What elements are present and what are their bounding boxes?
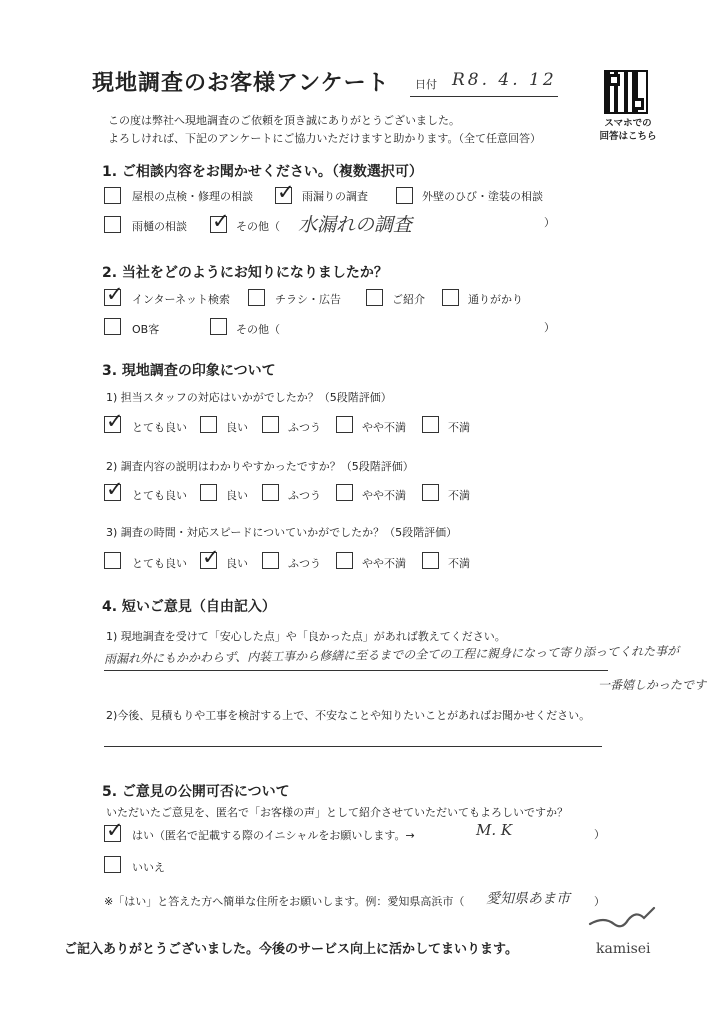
q3-item1-slightly-dissatisfied-checkbox[interactable] xyxy=(336,416,353,433)
date-label: 日付 xyxy=(415,78,437,91)
qr-caption-line2: 回答はこちら xyxy=(599,131,657,142)
q5-address-input[interactable]: 愛知県あま市 xyxy=(486,891,570,907)
kamisei-logo-mark-icon xyxy=(588,906,660,938)
q1-option-roof-label: 屋根の点検・修理の相談 xyxy=(132,190,253,203)
q4-question1: 1) 現地調査を受けて「安心した点」や「良かった点」があれば教えてください。 xyxy=(106,630,506,643)
q5-no-checkbox[interactable] xyxy=(104,856,121,873)
q2-heading: 2. 当社をどのようにお知りになりましたか？ xyxy=(102,265,388,281)
q5-yes-checkbox[interactable] xyxy=(104,825,121,842)
q3-item3-good-label: 良い xyxy=(226,557,248,570)
q2-option-flyer-checkbox[interactable] xyxy=(248,289,265,306)
q3-item3-slightly-dissatisfied-label: やや不満 xyxy=(362,557,406,570)
q1-option-wall-checkbox[interactable] xyxy=(396,187,413,204)
intro-line2: よろしければ、下記のアンケートにご協力いただけますと助かります。（全て任意回答） xyxy=(108,132,541,145)
q3-item3-slightly-dissatisfied-checkbox[interactable] xyxy=(336,552,353,569)
date-field[interactable]: R8. 4. 12 xyxy=(452,70,557,90)
q3-item1-very-good-checkbox[interactable] xyxy=(104,416,121,433)
q2-option-ob-label: OB客 xyxy=(132,323,160,336)
q1-option-gutter-checkbox[interactable] xyxy=(104,216,121,233)
q3-item2-very-good-checkbox[interactable] xyxy=(104,484,121,501)
q3-item2-normal-label: ふつう xyxy=(288,489,321,502)
q3-item1-very-good-label: とても良い xyxy=(132,421,187,434)
q3-item2-dissatisfied-label: 不満 xyxy=(448,489,470,502)
q3-item2-slightly-dissatisfied-checkbox[interactable] xyxy=(336,484,353,501)
q3-item3-very-good-label: とても良い xyxy=(132,557,187,570)
q4-heading: 4. 短いご意見（自由記入） xyxy=(102,599,276,615)
q3-item1-normal-checkbox[interactable] xyxy=(262,416,279,433)
q1-option-leak-checkbox[interactable] xyxy=(275,187,292,204)
q3-item1-slightly-dissatisfied-label: やや不満 xyxy=(362,421,406,434)
qr-caption-line1: スマホでの xyxy=(604,118,652,129)
q5-no-label: いいえ xyxy=(132,861,165,874)
q5-address-close-paren: ） xyxy=(594,895,605,908)
q3-item1-dissatisfied-checkbox[interactable] xyxy=(422,416,439,433)
date-underline xyxy=(410,96,558,97)
q2-option-internet-checkbox[interactable] xyxy=(104,289,121,306)
q3-item1-question: 1) 担当スタッフの対応はいかがでしたか？（5段階評価） xyxy=(106,391,392,404)
q4-answer2-rule[interactable] xyxy=(104,746,602,747)
q3-item3-dissatisfied-checkbox[interactable] xyxy=(422,552,439,569)
q1-close-paren: ） xyxy=(544,216,555,229)
q5-question: いただいたご意見を、匿名で「お客様の声」として紹介させていただいてもよろしいですか？ xyxy=(106,806,568,819)
q3-item3-very-good-checkbox[interactable] xyxy=(104,552,121,569)
q5-initials-input[interactable]: M. K xyxy=(476,821,513,839)
q3-item2-very-good-label: とても良い xyxy=(132,489,187,502)
q4-answer1-line1[interactable]: 雨漏れ外にもかかわらず、内装工事から修繕に至るまでの全ての工程に親身になって寄り添ってくれた事が xyxy=(104,643,680,666)
q3-item1-good-label: 良い xyxy=(226,421,248,434)
q4-question2: 2)今後、見積もりや工事を検討する上で、不安なことや知りたいことがあればお聞かせください。 xyxy=(106,709,591,722)
q1-option-wall-label: 外壁のひび・塗装の相談 xyxy=(422,190,543,203)
qr-code-icon[interactable] xyxy=(604,70,648,114)
page-title: 現地調査のお客様アンケート xyxy=(92,71,390,96)
q2-option-other-checkbox[interactable] xyxy=(210,318,227,335)
q2-option-passing-checkbox[interactable] xyxy=(442,289,459,306)
q2-option-referral-label: ご紹介 xyxy=(392,293,425,306)
q1-option-leak-label: 雨漏りの調査 xyxy=(302,190,368,203)
q3-item2-question: 2) 調査内容の説明はわかりやすかったですか？（5段階評価） xyxy=(106,460,414,473)
q5-heading: 5. ご意見の公開可否について xyxy=(102,784,290,800)
q3-item2-dissatisfied-checkbox[interactable] xyxy=(422,484,439,501)
q3-item3-good-checkbox[interactable] xyxy=(200,552,217,569)
q3-item3-normal-label: ふつう xyxy=(288,557,321,570)
q2-option-internet-label: インターネット検索 xyxy=(132,293,231,306)
q5-address-note: ※「はい」と答えた方へ簡単な住所をお願いします。例：愛知県高浜市（ xyxy=(104,895,465,908)
qr-caption xyxy=(596,117,660,143)
q2-option-flyer-label: チラシ・広告 xyxy=(275,293,341,306)
q4-answer1-line2[interactable]: 一番嬉しかったです xyxy=(598,678,707,692)
q3-item2-normal-checkbox[interactable] xyxy=(262,484,279,501)
q2-option-other-label: その他（ xyxy=(236,323,280,336)
q3-item3-normal-checkbox[interactable] xyxy=(262,552,279,569)
q5-yes-close-paren: ） xyxy=(594,828,605,841)
q1-option-other-label: その他（ xyxy=(236,220,280,233)
q2-option-passing-label: 通りがかり xyxy=(468,293,523,306)
q3-item1-normal-label: ふつう xyxy=(288,421,321,434)
brand-logo-text: kamisei xyxy=(596,941,651,957)
q1-option-roof-checkbox[interactable] xyxy=(104,187,121,204)
q3-item3-dissatisfied-label: 不満 xyxy=(448,557,470,570)
intro-line1: この度は弊社へ現地調査のご依頼を頂き誠にありがとうございました。 xyxy=(108,114,460,127)
q2-close-paren: ） xyxy=(544,321,555,334)
q5-yes-label: はい（匿名で記載する際のイニシャルをお願いします。→ xyxy=(132,829,415,842)
q1-option-other-checkbox[interactable] xyxy=(210,216,227,233)
q3-item1-good-checkbox[interactable] xyxy=(200,416,217,433)
q2-option-ob-checkbox[interactable] xyxy=(104,318,121,335)
q3-item2-good-label: 良い xyxy=(226,489,248,502)
footer-thanks: ご記入ありがとうございました。今後のサービス向上に活かしてまいります。 xyxy=(64,942,518,957)
q1-heading: 1. ご相談内容をお聞かせください。（複数選択可） xyxy=(102,164,423,180)
q3-item3-question: 3) 調査の時間・対応スピードについていかがでしたか？（5段階評価） xyxy=(106,526,458,539)
q1-other-input[interactable]: 水漏れの調査 xyxy=(298,214,413,236)
q3-item2-slightly-dissatisfied-label: やや不満 xyxy=(362,489,406,502)
q3-item2-good-checkbox[interactable] xyxy=(200,484,217,501)
q1-option-gutter-label: 雨樋の相談 xyxy=(132,220,187,233)
q3-item1-dissatisfied-label: 不満 xyxy=(448,421,470,434)
q2-option-referral-checkbox[interactable] xyxy=(366,289,383,306)
q3-heading: 3. 現地調査の印象について xyxy=(102,363,276,379)
q4-answer1-rule xyxy=(104,670,608,671)
